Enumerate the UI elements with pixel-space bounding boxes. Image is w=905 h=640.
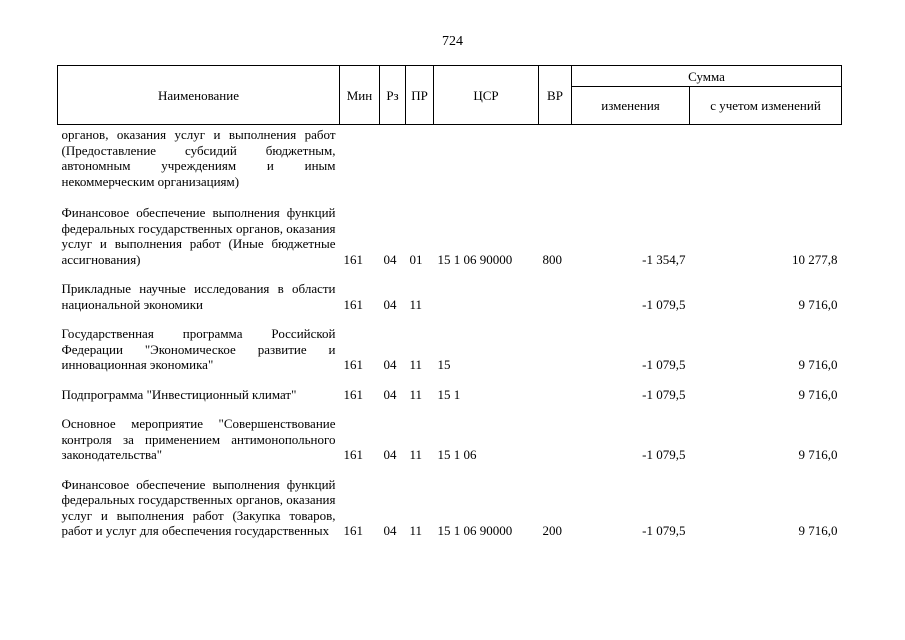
header-vr: ВР [539,66,572,125]
header-pr: ПР [406,66,434,125]
table-row [58,273,842,318]
table-row [58,469,842,545]
row-name: Прикладные научные исследования в области национальной экономики [61,281,336,312]
row-name: Финансовое обеспечение выполнения функций федеральных государственных органов, оказания услуг и выполнения работ (Иные бюджетные ассигнования) [61,205,336,267]
row-csr: 15 [437,357,451,372]
table-row [58,379,842,409]
header-with-change: с учетом изменений [690,87,842,125]
row-rz: 04 [383,386,397,402]
row-pr: 11 [409,447,423,462]
row-change: -1 079,5 [642,447,686,462]
row-total: 9 716,0 [798,447,838,462]
row-change: -1 079,5 [642,357,686,372]
row-csr [434,273,539,318]
row-total: 10 277,8 [792,251,838,267]
row-pr: 11 [409,523,423,538]
row-min: 161 [343,523,363,538]
row-vr [539,125,572,198]
row-min: 161 [343,357,363,372]
row-vr [539,273,572,318]
row-pr: 11 [409,357,423,372]
row-total: 9 716,0 [798,296,838,312]
row-vr: 800 [542,251,562,267]
table-row [58,408,842,469]
row-name: органов, оказания услуг и выполнения работ (Предоставление субсидий бюджетным, автономным учреждениям и иным некоммерческим организациям) [61,127,336,189]
row-vr [539,408,572,469]
page-number: 724 [442,34,463,49]
row-min: 161 [343,296,363,312]
row-name: Подпрограмма "Инвестиционный климат" [61,386,297,402]
row-name: Основное мероприятие "Совершенствование контроля за применением антимонопольного законодательства" [61,416,336,462]
header-change: изменения [572,87,690,125]
row-pr: 11 [409,386,423,402]
row-rz: 04 [383,357,397,372]
row-change: -1 079,5 [642,523,686,538]
row-change: -1 354,7 [642,251,686,267]
row-rz: 04 [383,447,397,462]
table-row [58,318,842,379]
row-rz: 04 [383,251,397,267]
row-change: -1 079,5 [642,296,686,312]
row-vr [539,379,572,409]
row-name: Государственная программа Российской Федерации "Экономическое развитие и инновационная экономика" [61,326,336,372]
header-name: Наименование [58,66,340,125]
header-rz: Рз [380,66,406,125]
row-csr: 15 1 [437,386,461,402]
row-total: 9 716,0 [798,357,838,372]
row-change [572,125,690,198]
row-min: 161 [343,447,363,462]
row-change: -1 079,5 [642,386,686,402]
row-csr: 15 1 06 [437,447,477,462]
row-min [340,125,380,198]
header-min: Мин [340,66,380,125]
row-name: Финансовое обеспечение выполнения функций федеральных государственных органов, оказания услуг и выполнения работ (Закупка товаров, работ и услуг для обеспечения государственных [61,476,336,538]
row-csr [434,125,539,198]
row-csr: 15 1 06 90000 [437,251,513,267]
row-total: 9 716,0 [798,523,838,538]
row-rz [380,125,406,198]
row-pr: 11 [409,296,423,312]
header-csr: ЦСР [434,66,539,125]
row-pr: 01 [409,251,423,267]
row-vr: 200 [542,523,562,538]
row-min: 161 [343,386,363,402]
budget-table [57,65,842,545]
header-sum: Сумма [572,66,842,87]
row-rz: 04 [383,296,397,312]
row-pr [406,125,434,198]
row-csr: 15 1 06 90000 [437,523,513,538]
table-row [58,197,842,273]
row-rz: 04 [383,523,397,538]
row-vr [539,318,572,379]
row-total [690,125,842,198]
row-min: 161 [343,251,363,267]
table-row [58,125,842,198]
row-total: 9 716,0 [798,386,838,402]
